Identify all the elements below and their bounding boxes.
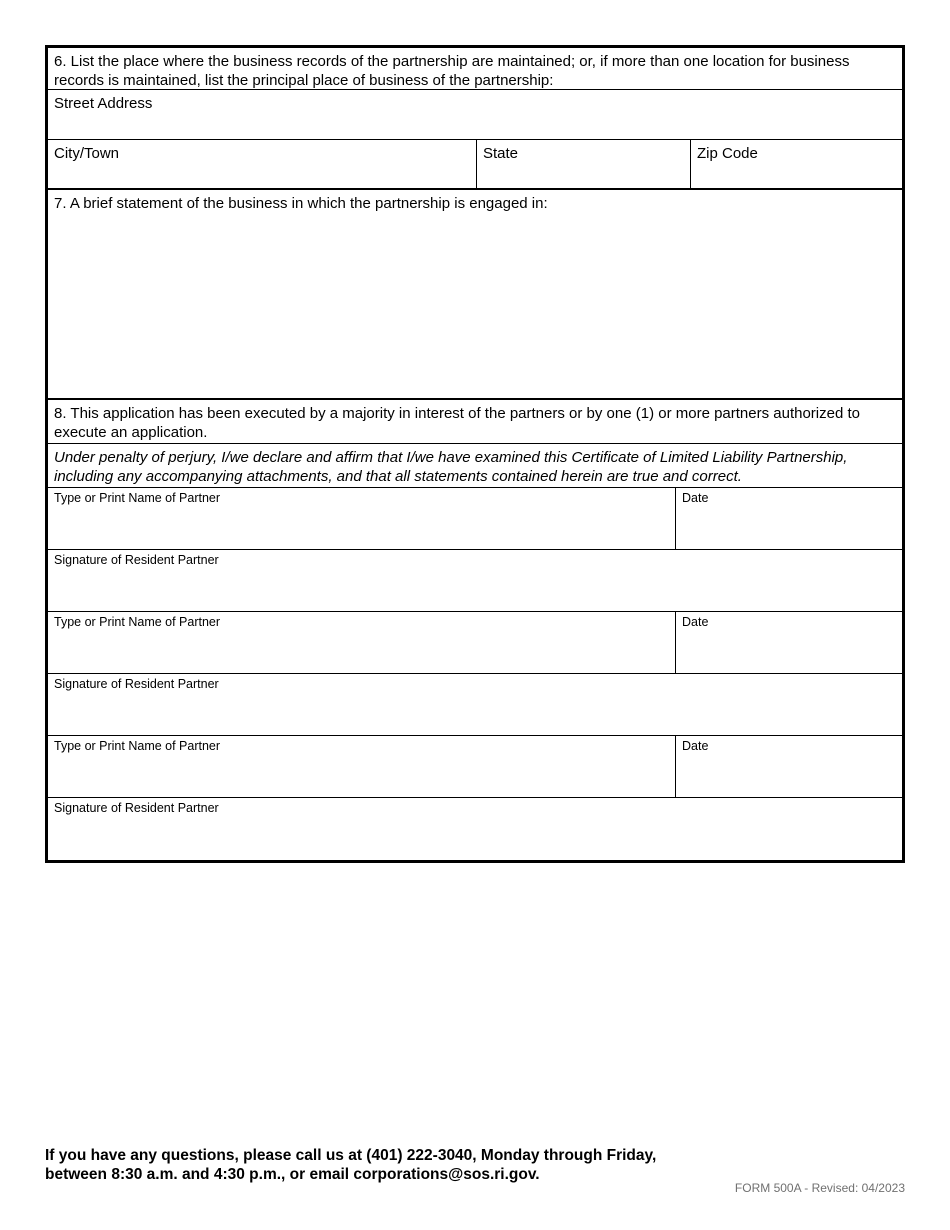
llp-form-table (45, 45, 905, 863)
city-state-zip-row (48, 140, 902, 190)
signature-label: Signature of Resident Partner (54, 677, 219, 691)
partner-1-signature-field[interactable] (48, 550, 902, 612)
signature-label: Signature of Resident Partner (54, 553, 219, 567)
partner-3-signature-field[interactable] (48, 798, 902, 860)
partner-name-label: Type or Print Name of Partner (54, 739, 221, 753)
section-6-header (48, 48, 902, 90)
city-town-label: City/Town (54, 145, 120, 162)
form-revision-id: FORM 500A - Revised: 04/2023 (734, 1181, 905, 1195)
perjury-statement-text: Under penalty of perjury, I/we declare and affirm that I/we have examined this Certificate of Limited Liability Partnership, including any accompanying attachments, and that all statements contained herein are true and correct. (54, 449, 848, 485)
date-label: Date (682, 615, 709, 629)
business-statement-field[interactable] (48, 190, 902, 400)
partner-2-signature-field[interactable] (48, 674, 902, 736)
zip-code-label: Zip Code (697, 145, 758, 162)
zip-code-field[interactable] (690, 140, 902, 188)
section-8-question: 8. This application has been executed by a majority in interest of the partners or by one (1) or more partners authorized to execute an application. (54, 405, 860, 441)
partner-3-row (48, 736, 902, 798)
partner-name-label: Type or Print Name of Partner (54, 615, 221, 629)
partner-3-date-field[interactable] (675, 736, 902, 797)
perjury-statement (48, 444, 902, 488)
contact-line-2: between 8:30 a.m. and 4:30 p.m., or email corporations@sos.ri.gov. (45, 1166, 540, 1183)
contact-line-1: If you have any questions, please call us at (401) 222-3040, Monday through Friday, (45, 1147, 657, 1164)
section-6-question: 6. List the place where the business records of the partnership are maintained; or, if more than one location for business records is maintained, list the principal place of business of the partnership: (54, 53, 850, 89)
city-town-field[interactable] (48, 140, 476, 188)
street-address-field[interactable] (48, 90, 902, 140)
contact-info (45, 1146, 725, 1184)
state-label: State (483, 145, 519, 162)
partner-1-date-field[interactable] (675, 488, 902, 549)
date-label: Date (682, 739, 709, 753)
partner-name-label: Type or Print Name of Partner (54, 491, 221, 505)
date-label: Date (682, 491, 709, 505)
partner-3-name-field[interactable] (48, 736, 675, 797)
partner-2-date-field[interactable] (675, 612, 902, 673)
section-8-header (48, 400, 902, 444)
state-field[interactable] (476, 140, 690, 188)
section-7-question: 7. A brief statement of the business in which the partnership is engaged in: (54, 195, 548, 212)
partner-1-name-field[interactable] (48, 488, 675, 549)
partner-2-row (48, 612, 902, 674)
partner-2-name-field[interactable] (48, 612, 675, 673)
partner-1-row (48, 488, 902, 550)
signature-label: Signature of Resident Partner (54, 801, 219, 815)
street-address-label: Street Address (54, 95, 153, 112)
